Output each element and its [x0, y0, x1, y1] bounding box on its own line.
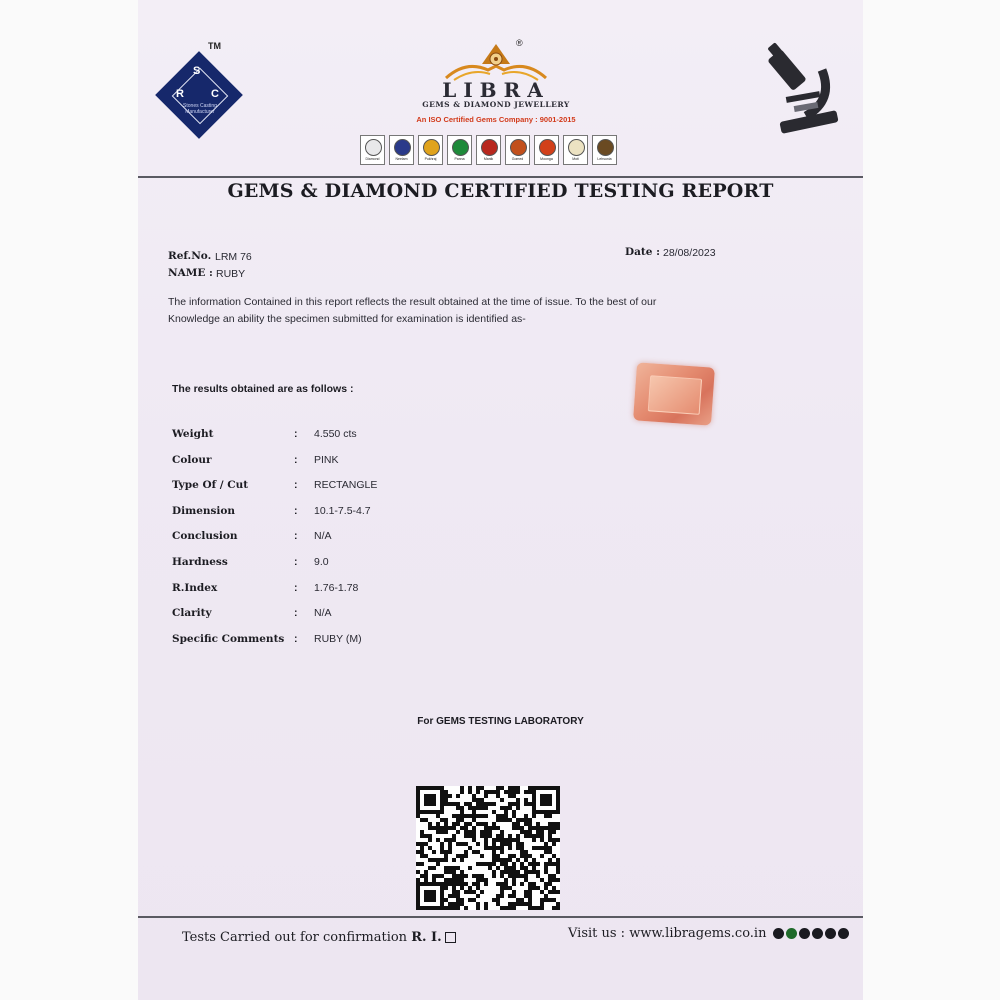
libra-emblem-icon: [436, 40, 556, 82]
footer-confirmation: [182, 930, 456, 945]
gem-label: Diamond: [365, 157, 380, 161]
youtube-icon: [825, 928, 836, 939]
gem-label: Neelam: [395, 157, 408, 161]
result-label: Weight: [172, 428, 214, 440]
microscope-icon: [766, 40, 846, 136]
result-row: [172, 505, 572, 523]
result-label: R.Index: [172, 581, 218, 594]
gem-label: Panna: [454, 157, 465, 161]
iso-certification-line: An ISO Certified Gems Company : 9001-2015: [416, 115, 576, 124]
gem-tile: [505, 135, 530, 165]
intro-paragraph: [168, 294, 808, 328]
gem-swatch-icon: [394, 139, 411, 156]
brand-name: LIBRA: [442, 78, 550, 102]
result-colon: :: [294, 530, 298, 543]
name-label: NAME :: [168, 267, 213, 279]
result-value: RECTANGLE: [314, 479, 378, 492]
result-row: [172, 607, 572, 625]
name-value: RUBY: [216, 268, 246, 280]
gem-swatch-icon: [539, 139, 556, 156]
result-label: Hardness: [172, 556, 228, 568]
result-label: Colour: [172, 453, 212, 466]
result-colon: :: [294, 504, 298, 517]
results-heading: The results obtained are as follows :: [172, 383, 354, 395]
gem-swatch-icon: [568, 139, 585, 156]
result-row: [172, 556, 572, 574]
result-colon: :: [294, 428, 298, 440]
result-colon: :: [294, 607, 298, 620]
twitter-icon: [812, 928, 823, 939]
result-label: Type Of / Cut: [172, 479, 249, 492]
gem-swatch-icon: [365, 139, 382, 156]
ruby-stone-photo: [633, 362, 715, 425]
instagram-icon: [799, 928, 810, 939]
result-colon: :: [294, 581, 298, 594]
footer-ri-mark: R. I.: [411, 930, 442, 945]
lab-signature-line: For GEMS TESTING LABORATORY: [417, 716, 584, 727]
gem-tile: [592, 135, 617, 165]
result-value: RUBY (M): [314, 632, 362, 645]
date-label: Date :: [625, 246, 660, 258]
gem-label: Pukhraj: [424, 157, 437, 161]
footer-visit: [568, 926, 849, 941]
result-row: [172, 530, 572, 548]
gem-tile: [476, 135, 501, 165]
result-value: 1.76-1.78: [314, 581, 359, 594]
result-label: Clarity: [172, 607, 212, 620]
gem-label: Gomed: [511, 157, 524, 161]
ruby-stone-table-facet: [648, 375, 702, 415]
result-row: [172, 479, 572, 497]
gem-swatch-icon: [452, 139, 469, 156]
gem-tile: [360, 135, 385, 165]
src-logo-letter-r: R: [176, 88, 184, 100]
gem-tile: [447, 135, 472, 165]
gem-label: Lehsunia: [597, 157, 612, 161]
qr-code: [416, 786, 560, 910]
result-row: [172, 454, 572, 472]
gem-label: Moti: [572, 157, 579, 161]
src-logo-tagline: Stones Casting Manufacturer: [183, 103, 217, 115]
result-label: Specific Comments: [172, 632, 285, 645]
background-left: [0, 0, 138, 1000]
gem-swatch-icon: [481, 139, 498, 156]
result-value: 9.0: [314, 556, 329, 568]
result-row: [172, 428, 572, 446]
src-logo: [154, 50, 244, 140]
gem-swatch-row: [360, 135, 617, 165]
result-row: [172, 582, 572, 600]
gem-tile: [534, 135, 559, 165]
gem-tile: [563, 135, 588, 165]
gem-swatch-icon: [510, 139, 527, 156]
gem-swatch-icon: [423, 139, 440, 156]
camera-icon: [838, 928, 849, 939]
result-value: PINK: [314, 453, 339, 466]
footer-confirmation-text: Tests Carried out for confirmation: [182, 930, 408, 945]
facebook-icon: [773, 928, 784, 939]
checkbox-square-icon: [445, 932, 456, 943]
gem-label: Moonga: [540, 157, 553, 161]
header-divider: [138, 176, 863, 178]
src-logo-letter-s: S: [193, 65, 201, 77]
result-label: Conclusion: [172, 530, 238, 543]
result-value: 10.1-7.5-4.7: [314, 504, 371, 517]
result-colon: :: [294, 556, 298, 568]
ref-label: Ref.No.: [168, 250, 212, 262]
result-value: 4.550 cts: [314, 428, 357, 440]
trademark-mark: TM: [208, 41, 221, 51]
src-logo-letter-c: C: [211, 88, 219, 100]
website-text: Visit us : www.libragems.co.in: [568, 926, 767, 941]
gem-label: Manik: [483, 157, 494, 161]
intro-line-1: The information Contained in this report reflects the result obtained at the time of issue. To the best of our: [168, 296, 657, 308]
result-row: [172, 633, 572, 651]
report-title: GEMS & DIAMOND CERTIFIED TESTING REPORT: [227, 180, 774, 202]
result-colon: :: [294, 453, 298, 466]
gem-tile: [389, 135, 414, 165]
gem-tile: [418, 135, 443, 165]
result-label: Dimension: [172, 504, 236, 517]
result-value: N/A: [314, 607, 332, 620]
gem-swatch-icon: [597, 139, 614, 156]
footer-divider: [138, 916, 863, 918]
social-icons: [772, 928, 849, 939]
result-value: N/A: [314, 530, 332, 543]
certificate-sheet: [138, 0, 863, 1000]
intro-line-2: Knowledge an ability the specimen submitted for examination is identified as-: [168, 313, 526, 325]
date-value: 28/08/2023: [663, 247, 716, 259]
brand-subtitle: GEMS & DIAMOND JEWELLERY: [422, 100, 570, 109]
result-colon: :: [294, 632, 298, 645]
background-right: [863, 0, 1000, 1000]
ref-value: LRM 76: [215, 251, 252, 263]
whatsapp-icon: [786, 928, 797, 939]
result-colon: :: [294, 479, 298, 492]
registered-mark: ®: [516, 38, 523, 48]
